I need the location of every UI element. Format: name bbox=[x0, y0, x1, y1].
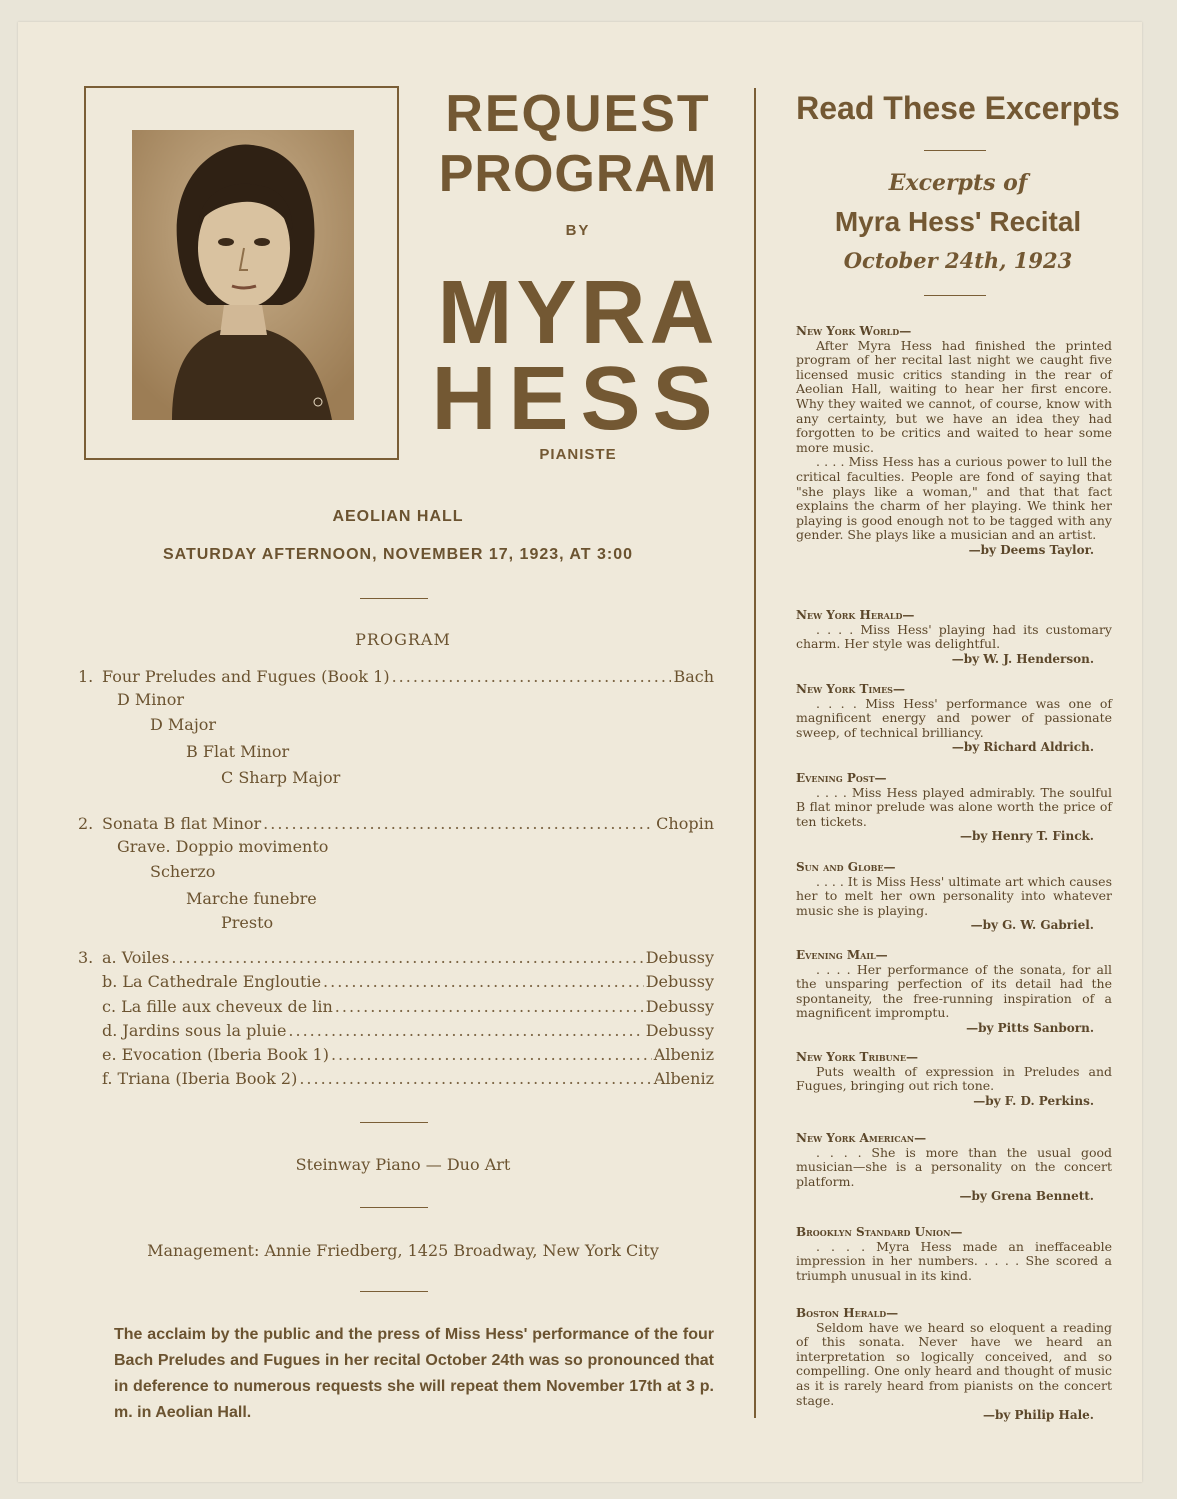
review-text: . . . . Miss Hess' performance was one of magnificent energy and power of passionate sweep, of technical brilliancy. bbox=[796, 695, 1112, 740]
excerpts-heading: Read These Excerpts bbox=[796, 90, 1120, 126]
piano-credit: Steinway Piano — Duo Art bbox=[295, 1155, 511, 1174]
movement: Marche funebre bbox=[186, 889, 317, 908]
divider bbox=[924, 150, 986, 151]
item-composer: Albeniz bbox=[653, 1069, 714, 1088]
item-title: c. La fille aux cheveux de lin bbox=[102, 997, 333, 1016]
review-author: —by Henry T. Finck. bbox=[959, 829, 1094, 844]
program-item-3c bbox=[78, 996, 714, 1018]
item-composer: Debussy bbox=[645, 948, 714, 967]
review-text: After Myra Hess had finished the printed program of her recital last night we caught five licensed music critics standing in the rear of Aeolian Hall, waiting to hear her first encore. Why they waited we cannot, of course, know with any certainty, but we have an idea they had forgotten to be critics and waited to hear some more music. bbox=[796, 337, 1112, 455]
movement: C Sharp Major bbox=[221, 768, 341, 787]
movement: Scherzo bbox=[150, 862, 216, 881]
divider bbox=[360, 1207, 428, 1208]
review-source: Brooklyn Standard Union— bbox=[796, 1225, 963, 1239]
item-title: d. Jardins sous la pluie bbox=[102, 1021, 287, 1040]
review-text: Seldom have we heard so eloquent a reading of this sonata. Never have we heard an interpretation so logically conceived, and so compelling. One only heard and thought of music as it is rarely heard from pianists on the concert stage. bbox=[796, 1319, 1112, 1408]
divider bbox=[360, 598, 428, 599]
review-source: Evening Post— bbox=[796, 771, 887, 785]
item-composer: Chopin bbox=[656, 814, 714, 833]
divider bbox=[924, 295, 986, 296]
item-composer: Albeniz bbox=[653, 1045, 714, 1064]
portrait-illustration bbox=[132, 130, 354, 420]
review-source: New York World— bbox=[796, 324, 912, 338]
item-composer: Debussy bbox=[645, 1021, 714, 1040]
review-new-york-herald bbox=[796, 608, 1112, 666]
review-author: —by Richard Aldrich. bbox=[951, 740, 1094, 755]
program-item-1 bbox=[78, 666, 714, 688]
review-source: New York Herald— bbox=[796, 608, 915, 622]
movement: B Flat Minor bbox=[186, 742, 290, 761]
program-item-3b bbox=[78, 971, 714, 993]
review-text: . . . . Her performance of the sonata, for all the unsparing perfection of its detail had the spontaneity, the free-running inspiration of a magnificent impromptu. bbox=[796, 961, 1112, 1021]
movement: Presto bbox=[221, 913, 274, 932]
leader-dots bbox=[335, 996, 644, 1018]
item-number: 2. bbox=[78, 814, 94, 833]
review-brooklyn-standard-union bbox=[796, 1225, 1112, 1283]
program-heading: PROGRAM bbox=[355, 630, 451, 649]
performer-role: PIANISTE bbox=[539, 446, 617, 463]
review-evening-mail bbox=[796, 948, 1112, 1036]
review-source: Boston Herald— bbox=[796, 1306, 899, 1320]
review-text: . . . . It is Miss Hess' ultimate art which causes her to melt her own personality into whatever music she is playing. bbox=[796, 873, 1112, 918]
divider bbox=[360, 1122, 428, 1123]
movement: D Major bbox=[150, 715, 217, 734]
review-author: —by Deems Taylor. bbox=[968, 542, 1094, 557]
performer-first-name: MYRA bbox=[437, 263, 719, 363]
venue: AEOLIAN HALL bbox=[332, 508, 464, 525]
program-item-3f bbox=[78, 1068, 714, 1090]
review-text: . . . . Myra Hess made an ineffaceable impression in her numbers. . . . . She scored a triumph unusual in its kind. bbox=[796, 1238, 1112, 1283]
excerpts-subheading: Excerpts of bbox=[888, 170, 1028, 196]
review-text: . . . . She is more than the usual good musician—she is a personality on the concert platform. bbox=[796, 1144, 1112, 1189]
column-divider bbox=[754, 88, 756, 1418]
performer-last-name: HESS bbox=[431, 349, 725, 449]
leader-dots bbox=[263, 813, 654, 835]
review-text: Puts wealth of expression in Preludes and Fugues, bringing out rich tone. bbox=[796, 1063, 1112, 1094]
leader-dots bbox=[288, 1020, 643, 1042]
movement: D Minor bbox=[117, 690, 184, 709]
title-request: REQUEST bbox=[445, 85, 711, 143]
review-evening-post bbox=[796, 771, 1112, 844]
portrait-frame bbox=[84, 86, 399, 460]
review-author: —by Philip Hale. bbox=[982, 1408, 1094, 1423]
item-composer: Debussy bbox=[645, 972, 714, 991]
review-source: New York Times— bbox=[796, 682, 905, 696]
review-text: . . . . Miss Hess played admirably. The soulful B flat minor prelude was alone worth the price of ten tickets. bbox=[796, 784, 1112, 829]
item-composer: Bach bbox=[673, 667, 714, 686]
program-sheet bbox=[18, 22, 1142, 1482]
event-dateline: SATURDAY AFTERNOON, NOVEMBER 17, 1923, AT 3:00 bbox=[162, 546, 634, 563]
review-author: —by Pitts Sanborn. bbox=[966, 1020, 1094, 1035]
management-credit: Management: Annie Friedberg, 1425 Broadway, New York City bbox=[147, 1241, 659, 1260]
leader-dots bbox=[331, 1044, 652, 1066]
program-item-2 bbox=[78, 813, 714, 835]
divider bbox=[360, 1291, 428, 1292]
leader-dots bbox=[171, 947, 643, 969]
item-composer: Debussy bbox=[645, 997, 714, 1016]
leader-dots bbox=[392, 666, 672, 688]
review-text: . . . . Miss Hess has a curious power to lull the critical faculties. People are fond of saying that "she plays like a woman," and that that fact explains the charm of her playing. We think her playing is good enough not to be tagged with any gender. She plays like a musician and an artist. bbox=[796, 454, 1112, 543]
review-text: . . . . Miss Hess' playing had its customary charm. Her style was delightful. bbox=[796, 621, 1112, 652]
movement: Grave. Doppio movimento bbox=[117, 837, 329, 856]
leader-dots bbox=[299, 1068, 651, 1090]
review-new-york-american bbox=[796, 1131, 1112, 1204]
review-source: Evening Mail— bbox=[796, 948, 888, 962]
title-program: PROGRAM bbox=[438, 145, 718, 203]
item-title: Four Preludes and Fugues (Book 1) bbox=[102, 667, 390, 686]
review-author: —by Grena Bennett. bbox=[959, 1189, 1094, 1204]
review-author: —by W. J. Henderson. bbox=[951, 651, 1094, 666]
excerpts-recital-title: Myra Hess' Recital bbox=[834, 206, 1082, 237]
program-item-3a bbox=[78, 947, 714, 969]
portrait-photo bbox=[132, 130, 354, 420]
review-new-york-times bbox=[796, 682, 1112, 755]
program-item-3d bbox=[78, 1020, 714, 1042]
review-boston-herald bbox=[796, 1306, 1112, 1423]
acclaim-note: The acclaim by the public and the press of Miss Hess' performance of the four Bach Preludes and Fugues in her recital October 24th was so pronounced that in deference to numerous requests she will repeat them November 17th at 3 p. m. in Aeolian Hall. bbox=[114, 1326, 714, 1421]
review-source: Sun and Globe— bbox=[796, 860, 896, 874]
review-source: New York Tribune— bbox=[796, 1050, 919, 1064]
item-number: 1. bbox=[78, 667, 94, 686]
review-new-york-world bbox=[796, 324, 1112, 558]
review-new-york-tribune bbox=[796, 1050, 1112, 1108]
item-number: 3. bbox=[78, 948, 94, 967]
item-title: b. La Cathedrale Engloutie bbox=[102, 972, 322, 991]
review-source: New York American— bbox=[796, 1131, 927, 1145]
program-item-3e bbox=[78, 1044, 714, 1066]
title-by: BY bbox=[565, 222, 591, 239]
excerpts-recital-date: October 24th, 1923 bbox=[843, 248, 1073, 273]
leader-dots bbox=[323, 971, 644, 993]
review-author: —by F. D. Perkins. bbox=[973, 1093, 1094, 1108]
item-title: f. Triana (Iberia Book 2) bbox=[102, 1069, 298, 1088]
review-author: —by G. W. Gabriel. bbox=[970, 918, 1094, 933]
item-title: Sonata B flat Minor bbox=[102, 814, 262, 833]
item-title: e. Evocation (Iberia Book 1) bbox=[102, 1045, 329, 1064]
item-title: a. Voiles bbox=[102, 948, 170, 967]
review-sun-and-globe bbox=[796, 860, 1112, 933]
